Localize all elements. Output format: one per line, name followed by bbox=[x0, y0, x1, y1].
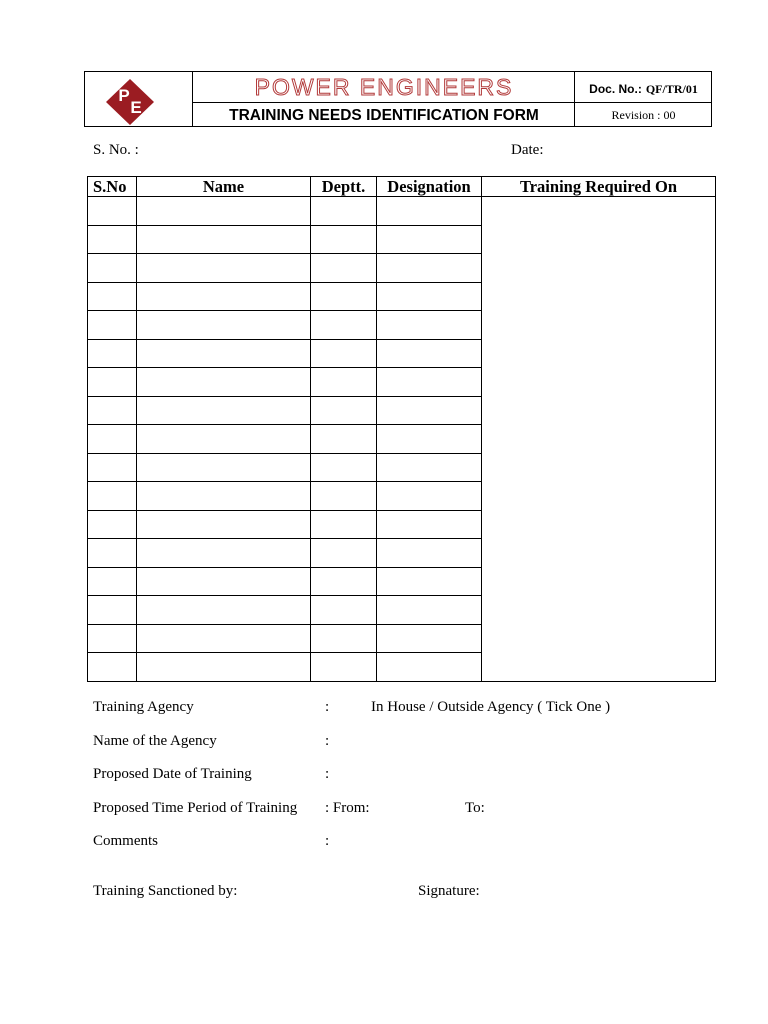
cell-sno[interactable] bbox=[88, 425, 137, 454]
field-separator: : bbox=[325, 833, 330, 849]
cell-name[interactable] bbox=[137, 225, 311, 254]
cell-designation[interactable] bbox=[377, 368, 482, 397]
cell-deptt[interactable] bbox=[311, 453, 377, 482]
logo-letter-e: E bbox=[130, 98, 142, 117]
revision: Revision : 00 bbox=[611, 108, 676, 122]
col-header-designation: Designation bbox=[377, 177, 482, 197]
cell-deptt[interactable] bbox=[311, 254, 377, 283]
sno-label: S. No. : bbox=[93, 142, 139, 158]
cell-deptt[interactable] bbox=[311, 624, 377, 653]
cell-name[interactable] bbox=[137, 482, 311, 511]
cell-designation[interactable] bbox=[377, 339, 482, 368]
cell-name[interactable] bbox=[137, 453, 311, 482]
field-value[interactable]: In House / Outside Agency ( Tick One ) bbox=[371, 699, 611, 715]
cell-name[interactable] bbox=[137, 425, 311, 454]
field-separator: : From: bbox=[325, 800, 370, 816]
cell-designation[interactable] bbox=[377, 653, 482, 682]
training-table bbox=[87, 176, 716, 682]
col-header-sno: S.No bbox=[88, 177, 137, 197]
cell-deptt[interactable] bbox=[311, 539, 377, 568]
date-label: Date: bbox=[511, 142, 544, 158]
cell-deptt[interactable] bbox=[311, 339, 377, 368]
cell-deptt[interactable] bbox=[311, 396, 377, 425]
cell-name[interactable] bbox=[137, 339, 311, 368]
cell-sno[interactable] bbox=[88, 596, 137, 625]
cell-sno[interactable] bbox=[88, 624, 137, 653]
table-header-row bbox=[88, 177, 716, 197]
cell-deptt[interactable] bbox=[311, 225, 377, 254]
cell-designation[interactable] bbox=[377, 425, 482, 454]
cell-sno[interactable] bbox=[88, 539, 137, 568]
cell-name[interactable] bbox=[137, 254, 311, 283]
cell-designation[interactable] bbox=[377, 453, 482, 482]
cell-designation[interactable] bbox=[377, 282, 482, 311]
cell-name[interactable] bbox=[137, 653, 311, 682]
cell-sno[interactable] bbox=[88, 339, 137, 368]
field-label: Comments bbox=[93, 833, 159, 849]
cell-name[interactable] bbox=[137, 539, 311, 568]
cell-training-required[interactable] bbox=[482, 197, 716, 682]
cell-deptt[interactable] bbox=[311, 653, 377, 682]
cell-sno[interactable] bbox=[88, 368, 137, 397]
cell-designation[interactable] bbox=[377, 197, 482, 226]
company-name: POWER ENGINEERS bbox=[254, 74, 514, 100]
logo-letter-p: P bbox=[118, 86, 130, 105]
cell-designation[interactable] bbox=[377, 567, 482, 596]
cell-sno[interactable] bbox=[88, 653, 137, 682]
cell-sno[interactable] bbox=[88, 453, 137, 482]
cell-name[interactable] bbox=[137, 396, 311, 425]
cell-sno[interactable] bbox=[88, 225, 137, 254]
cell-deptt[interactable] bbox=[311, 311, 377, 340]
cell-designation[interactable] bbox=[377, 254, 482, 283]
cell-sno[interactable] bbox=[88, 510, 137, 539]
cell-name[interactable] bbox=[137, 368, 311, 397]
cell-name[interactable] bbox=[137, 596, 311, 625]
cell-sno[interactable] bbox=[88, 311, 137, 340]
cell-sno[interactable] bbox=[88, 482, 137, 511]
form-title: TRAINING NEEDS IDENTIFICATION FORM bbox=[229, 107, 539, 124]
col-header-deptt: Deptt. bbox=[311, 177, 377, 197]
cell-deptt[interactable] bbox=[311, 197, 377, 226]
cell-sno[interactable] bbox=[88, 396, 137, 425]
cell-designation[interactable] bbox=[377, 539, 482, 568]
field-separator: : bbox=[325, 766, 330, 782]
cell-deptt[interactable] bbox=[311, 596, 377, 625]
field-label: Training Agency bbox=[93, 699, 194, 715]
cell-deptt[interactable] bbox=[311, 425, 377, 454]
cell-deptt[interactable] bbox=[311, 567, 377, 596]
cell-sno[interactable] bbox=[88, 282, 137, 311]
cell-designation[interactable] bbox=[377, 624, 482, 653]
cell-name[interactable] bbox=[137, 282, 311, 311]
cell-designation[interactable] bbox=[377, 482, 482, 511]
doc-number bbox=[575, 74, 712, 102]
cell-name[interactable] bbox=[137, 510, 311, 539]
doc-number-value: QF/TR/01 bbox=[645, 82, 698, 96]
cell-deptt[interactable] bbox=[311, 482, 377, 511]
field-separator: : bbox=[325, 733, 330, 749]
cell-name[interactable] bbox=[137, 311, 311, 340]
field-label: Name of the Agency bbox=[93, 733, 217, 749]
col-header-training-required: Training Required On bbox=[482, 177, 716, 197]
cell-deptt[interactable] bbox=[311, 282, 377, 311]
field-label: Proposed Date of Training bbox=[93, 766, 252, 782]
field-value: To: bbox=[465, 800, 485, 816]
cell-sno[interactable] bbox=[88, 197, 137, 226]
company-logo bbox=[105, 78, 155, 126]
signature-label: Signature: bbox=[418, 883, 480, 899]
table-row bbox=[88, 197, 716, 226]
cell-name[interactable] bbox=[137, 197, 311, 226]
cell-designation[interactable] bbox=[377, 225, 482, 254]
sanctioned-by-label: Training Sanctioned by: bbox=[93, 883, 238, 899]
cell-sno[interactable] bbox=[88, 254, 137, 283]
cell-deptt[interactable] bbox=[311, 368, 377, 397]
cell-designation[interactable] bbox=[377, 396, 482, 425]
cell-name[interactable] bbox=[137, 567, 311, 596]
field-separator: : bbox=[325, 699, 330, 715]
cell-name[interactable] bbox=[137, 624, 311, 653]
field-label: Proposed Time Period of Training bbox=[93, 800, 298, 816]
cell-designation[interactable] bbox=[377, 510, 482, 539]
cell-sno[interactable] bbox=[88, 567, 137, 596]
cell-designation[interactable] bbox=[377, 596, 482, 625]
doc-number-label: Doc. No.: bbox=[589, 82, 642, 96]
col-header-name: Name bbox=[137, 177, 311, 197]
cell-designation[interactable] bbox=[377, 311, 482, 340]
cell-deptt[interactable] bbox=[311, 510, 377, 539]
